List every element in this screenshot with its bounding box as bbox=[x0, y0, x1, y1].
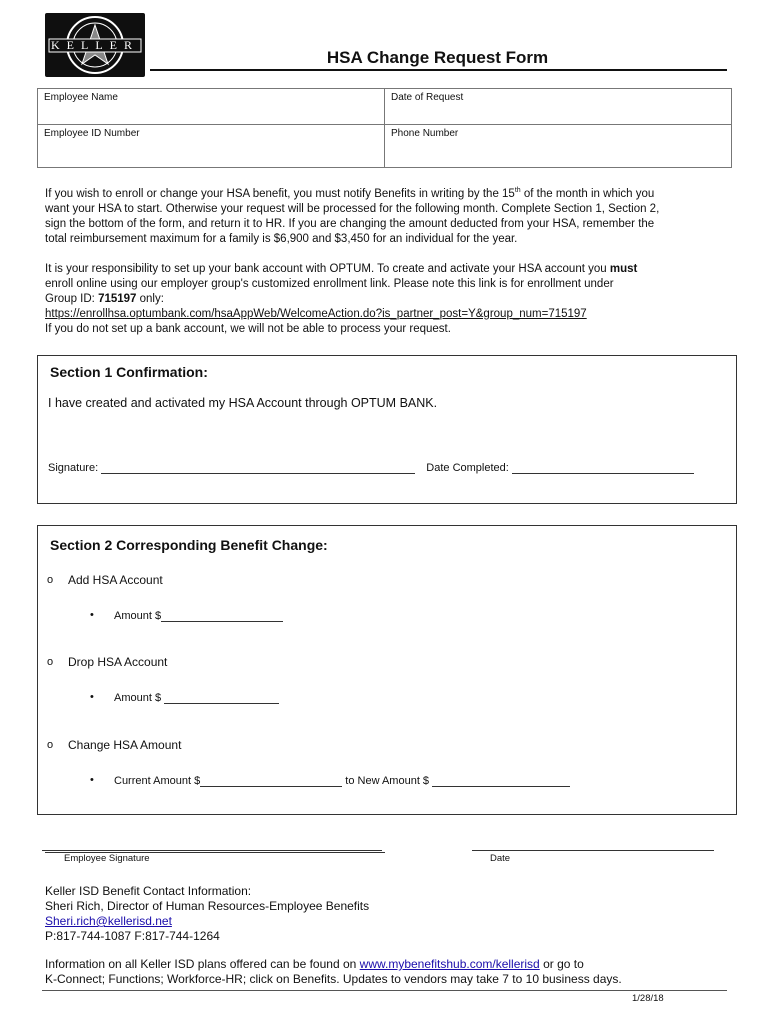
date-completed-label: Date Completed: bbox=[426, 462, 509, 474]
employee-id-label: Employee ID Number bbox=[44, 128, 140, 139]
plan-information bbox=[45, 957, 735, 987]
drop-amount-row bbox=[114, 691, 279, 704]
radio-icon[interactable]: o bbox=[47, 656, 54, 668]
contact-email-link[interactable]: Sheri.rich@kellerisd.net bbox=[45, 914, 172, 928]
section-2-benefit-change bbox=[37, 525, 737, 815]
benefits-hub-link[interactable]: www.mybenefitshub.com/kellerisd bbox=[359, 957, 540, 971]
contact-information bbox=[45, 884, 369, 944]
add-amount-input-line[interactable] bbox=[161, 609, 283, 622]
title-underline bbox=[150, 69, 727, 71]
intro-text: total reimbursement maximum for a family is $6,900 and $3,450 for an individual for the year. bbox=[45, 232, 518, 245]
intro-text: sign the bottom of the form, and return it to HR. If you are changing the amount deducted from your HSA, remember the bbox=[45, 217, 655, 230]
current-amount-input-line[interactable] bbox=[200, 774, 342, 787]
radio-icon[interactable]: o bbox=[47, 574, 54, 586]
new-amount-input-line[interactable] bbox=[432, 774, 570, 787]
intro-text: enroll online using our employer group's customized enrollment link. Please note this link is for enrollment under bbox=[45, 278, 614, 290]
contact-name: Sheri Rich, Director of Human Resources-Employee Benefits bbox=[45, 899, 370, 913]
employee-id-field[interactable] bbox=[38, 125, 384, 167]
intro-text: If you wish to enroll or change your HSA benefit, you must notify Benefits in writing by the 15 bbox=[45, 187, 515, 200]
logo-text: KELLER bbox=[51, 38, 139, 52]
employee-signature-label: Employee Signature bbox=[64, 853, 150, 864]
intro-text: only: bbox=[136, 293, 164, 305]
intro-paragraph-1 bbox=[45, 183, 725, 247]
amount-label: Amount $ bbox=[114, 610, 162, 622]
school-district-logo bbox=[45, 13, 145, 77]
intro-text: If you do not set up a bank account, we will not be able to process your request. bbox=[45, 323, 451, 335]
date-label: Date bbox=[490, 853, 511, 864]
date-signature-line[interactable] bbox=[472, 850, 714, 851]
contact-phones: P:817-744-1087 F:817-744-1264 bbox=[45, 929, 220, 943]
employee-name-field[interactable] bbox=[38, 89, 384, 124]
bullet-icon: • bbox=[90, 774, 94, 786]
option-change-hsa: Change HSA Amount bbox=[68, 738, 182, 752]
intro-text: Group ID: bbox=[45, 293, 99, 305]
add-amount-row bbox=[114, 609, 283, 622]
radio-icon[interactable]: o bbox=[47, 739, 54, 751]
contact-heading: Keller ISD Benefit Contact Information: bbox=[45, 884, 252, 898]
intro-paragraph-2 bbox=[45, 262, 725, 337]
info-text: Information on all Keller ISD plans offered can be found on bbox=[45, 957, 360, 971]
date-of-request-field[interactable] bbox=[385, 89, 731, 124]
section-2-title: Section 2 Corresponding Benefit Change: bbox=[50, 537, 328, 553]
phone-number-label: Phone Number bbox=[391, 128, 459, 139]
revision-date: 1/28/18 bbox=[632, 993, 664, 1004]
signature-label: Signature: bbox=[48, 462, 99, 474]
enrollment-link[interactable]: https://enrollhsa.optumbank.com/hsaAppWeb/WelcomeAction.do?is_partner_post=Y&group_num=715197 bbox=[45, 308, 587, 320]
change-amount-row bbox=[114, 774, 570, 787]
emphasis-text: must bbox=[609, 263, 638, 275]
new-amount-label: to New Amount $ bbox=[342, 775, 430, 787]
amount-label: Amount $ bbox=[114, 692, 162, 704]
drop-amount-input-line[interactable] bbox=[164, 691, 279, 704]
group-id: 715197 bbox=[98, 293, 137, 305]
info-text: K-Connect; Functions; Workforce-HR; click on Benefits. Updates to vendors may take 7 to 10 business days. bbox=[45, 972, 622, 986]
section-1-title: Section 1 Confirmation: bbox=[50, 364, 208, 380]
employee-name-label: Employee Name bbox=[44, 92, 118, 103]
superscript: th bbox=[514, 187, 521, 194]
page-title: HSA Change Request Form bbox=[326, 48, 549, 67]
intro-text: of the month in which you bbox=[520, 187, 655, 200]
section-1-confirmation bbox=[37, 355, 737, 504]
date-of-request-label: Date of Request bbox=[391, 92, 464, 103]
phone-number-field[interactable] bbox=[385, 125, 731, 167]
footer-rule bbox=[42, 990, 727, 991]
employee-signature-line[interactable] bbox=[42, 850, 382, 851]
option-add-hsa: Add HSA Account bbox=[68, 573, 163, 587]
bullet-icon: • bbox=[90, 691, 94, 703]
info-text: or go to bbox=[539, 957, 584, 971]
signature-input-line[interactable] bbox=[101, 461, 415, 474]
date-completed-input-line[interactable] bbox=[512, 461, 694, 474]
signature-row bbox=[48, 461, 694, 474]
intro-text: want your HSA to start. Otherwise your request will be processed for the following month. Complete Section 1, Section 2, bbox=[45, 202, 660, 215]
intro-text: It is your responsibility to set up your bank account with OPTUM. To create and activate your HSA account you bbox=[45, 263, 610, 275]
current-amount-label: Current Amount $ bbox=[114, 775, 201, 787]
employee-info-table bbox=[37, 88, 732, 168]
bullet-icon: • bbox=[90, 609, 94, 621]
confirmation-statement: I have created and activated my HSA Account through OPTUM BANK. bbox=[48, 396, 438, 410]
option-drop-hsa: Drop HSA Account bbox=[68, 655, 168, 669]
